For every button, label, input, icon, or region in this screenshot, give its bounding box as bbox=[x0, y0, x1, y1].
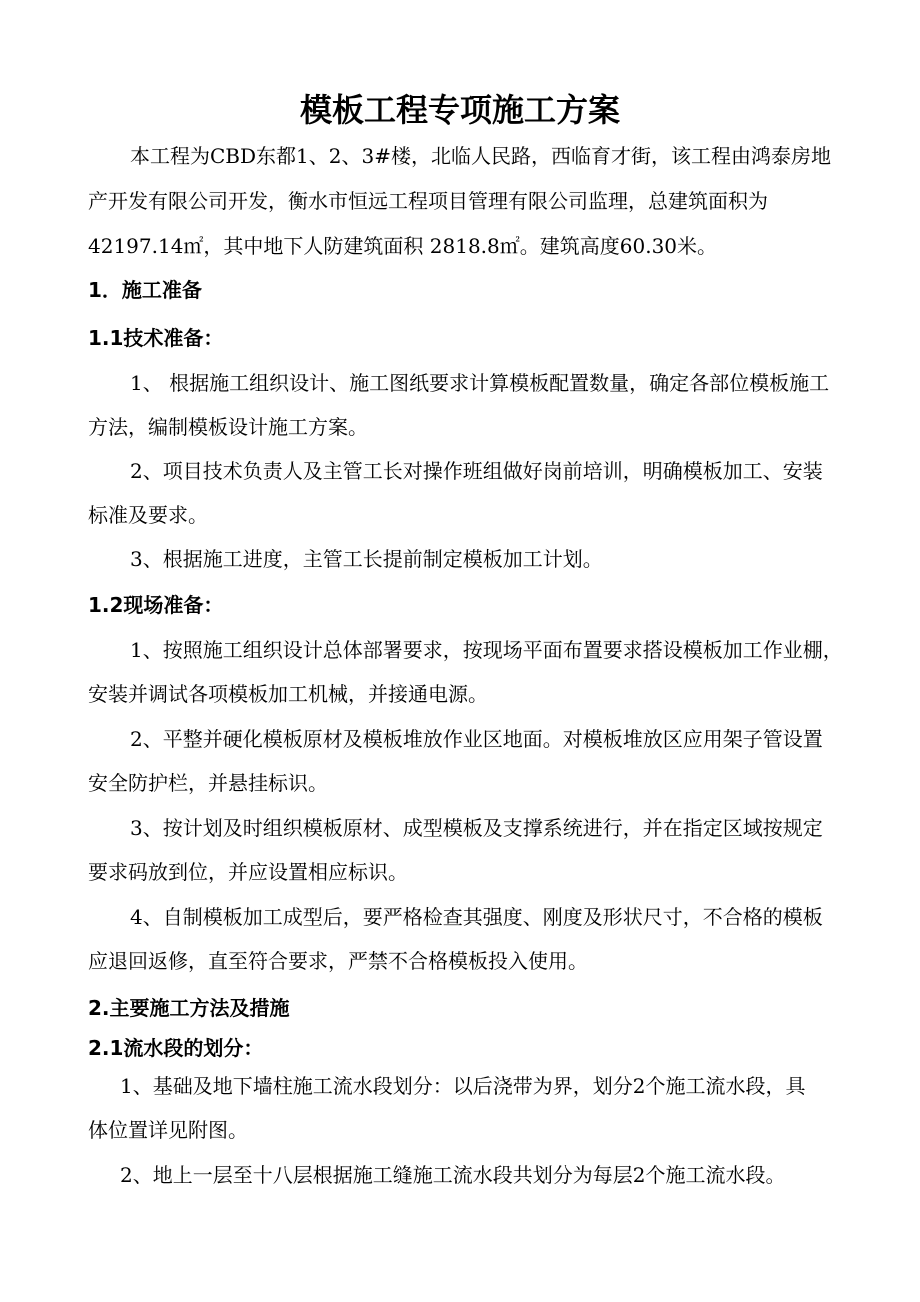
section-2-1-heading: 2.1流水段的划分： bbox=[88, 1036, 264, 1060]
site-item-3-line-1: 3、按计划及时组织模板原材、成型模板及支撑系统进行，并在指定区域按规定 bbox=[130, 816, 823, 840]
tech-item-1-line-1: 1、 根据施工组织设计、施工图纸要求计算模板配置数量，确定各部位模板施工 bbox=[130, 371, 830, 395]
flow-item-2-line-1: 2、地上一层至十八层根据施工缝施工流水段共划分为每层2个施工流水段。 bbox=[120, 1163, 786, 1187]
site-item-2-line-1: 2、平整并硬化模板原材及模板堆放作业区地面。对模板堆放区应用架子管设置 bbox=[130, 727, 823, 751]
section-2-heading: 2.主要施工方法及措施 bbox=[88, 996, 290, 1020]
section-1-1-heading: 1.1技术准备： bbox=[88, 326, 224, 350]
site-item-1-line-1: 1、按照施工组织设计总体部署要求，按现场平面布置要求搭设模板加工作业棚， bbox=[130, 638, 843, 662]
site-item-3-line-2: 要求码放到位，并应设置相应标识。 bbox=[88, 860, 408, 884]
tech-item-2-line-1: 2、项目技术负责人及主管工长对操作班组做好岗前培训，明确模板加工、安装 bbox=[130, 459, 823, 483]
document-title: 模板工程专项施工方案 bbox=[299, 91, 620, 129]
tech-item-3-line-1: 3、根据施工进度，主管工长提前制定模板加工计划。 bbox=[130, 547, 603, 571]
tech-item-1-line-2: 方法，编制模板设计施工方案。 bbox=[88, 415, 368, 439]
section-1-2-heading: 1.2现场准备： bbox=[88, 593, 224, 617]
section-1-heading: 1．施工准备 bbox=[88, 278, 202, 302]
flow-item-1-line-2: 体位置详见附图。 bbox=[88, 1118, 248, 1142]
site-item-4-line-1: 4、自制模板加工成型后，要严格检查其强度、刚度及形状尺寸，不合格的模板 bbox=[130, 905, 823, 929]
intro-line-2: 产开发有限公司开发，衡水市恒远工程项目管理有限公司监理，总建筑面积为 bbox=[88, 189, 768, 213]
tech-item-2-line-2: 标准及要求。 bbox=[88, 503, 208, 527]
site-item-2-line-2: 安全防护栏，并悬挂标识。 bbox=[88, 771, 328, 795]
site-item-1-line-2: 安装并调试各项模板加工机械，并接通电源。 bbox=[88, 682, 488, 706]
intro-line-1: 本工程为CBD东都1、2、3#楼，北临人民路，西临育才街，该工程由鸿泰房地 bbox=[130, 144, 831, 168]
flow-item-1-line-1: 1、基础及地下墙柱施工流水段划分：以后浇带为界，划分2个施工流水段，具 bbox=[120, 1074, 806, 1098]
intro-line-3: 42197.14㎡，其中地下人防建筑面积 2818.8㎡。建筑高度60.30米。 bbox=[88, 234, 718, 258]
site-item-4-line-2: 应退回返修，直至符合要求，严禁不合格模板投入使用。 bbox=[88, 949, 588, 973]
